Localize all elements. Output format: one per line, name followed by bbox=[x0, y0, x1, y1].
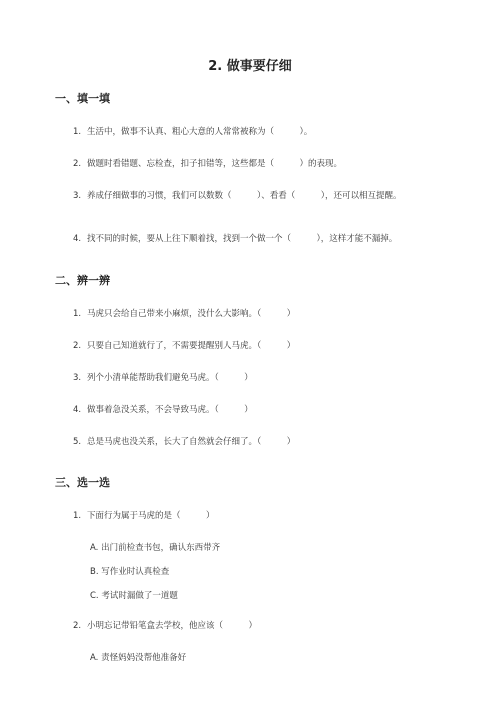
question-text: 养成仔细做事的习惯，我们可以数数（ ）、看看（ ），还可以相互提醒。 bbox=[87, 191, 402, 201]
question-text: 做题时看错题、忘检查，扣子扣错等，这些都是（ ）的表现。 bbox=[87, 159, 343, 169]
option-b[interactable]: B. 写作业时认真检查 bbox=[90, 567, 170, 577]
question-number: 1. bbox=[73, 309, 82, 319]
question-number: 2. bbox=[73, 159, 82, 169]
question-number: 4. bbox=[73, 405, 82, 415]
question-text: 只要自己知道就行了，不需要提醒别人马虎。（ ） bbox=[87, 341, 296, 351]
option-a[interactable]: A. 出门前检查书包，确认东西带齐 bbox=[90, 543, 221, 553]
question-text: 生活中，做事不认真、粗心大意的人常常被称为（ ）。 bbox=[87, 127, 313, 137]
question-number: 2. bbox=[73, 621, 82, 631]
question-number: 1. bbox=[73, 511, 82, 521]
question-text: 列个小清单能帮助我们避免马虎。（ ） bbox=[87, 373, 253, 383]
question-text: 马虎只会给自己带来小麻烦，没什么大影响。（ ） bbox=[87, 309, 296, 319]
question-number: 4. bbox=[73, 234, 82, 244]
section-heading-choose: 三、选一选 bbox=[55, 476, 110, 489]
question-text: 小明忘记带铅笔盒去学校，他应该（ ） bbox=[87, 621, 258, 631]
page-title: 2. 做事要仔细 bbox=[208, 59, 292, 74]
question-number: 3. bbox=[73, 373, 82, 383]
section-heading-fill: 一、填一填 bbox=[55, 92, 110, 105]
question-number: 1. bbox=[73, 127, 82, 137]
question-text: 找不同的时候，要从上往下顺着找，找到一个做一个（ ），这样才能不漏掉。 bbox=[87, 234, 398, 244]
option-a[interactable]: A. 责怪妈妈没帮他准备好 bbox=[90, 653, 187, 663]
question-text: 下面行为属于马虎的是（ ） bbox=[87, 511, 215, 521]
question-number: 5. bbox=[73, 437, 82, 447]
question-number: 2. bbox=[73, 341, 82, 351]
question-text: 做事着急没关系，不会导致马虎。（ ） bbox=[87, 405, 253, 415]
question-text: 总是马虎也没关系，长大了自然就会仔细了。（ ） bbox=[87, 437, 296, 447]
question-number: 3. bbox=[73, 191, 82, 201]
section-heading-judge: 二、辨一辨 bbox=[55, 274, 110, 287]
option-c[interactable]: C. 考试时漏做了一道题 bbox=[90, 591, 178, 601]
